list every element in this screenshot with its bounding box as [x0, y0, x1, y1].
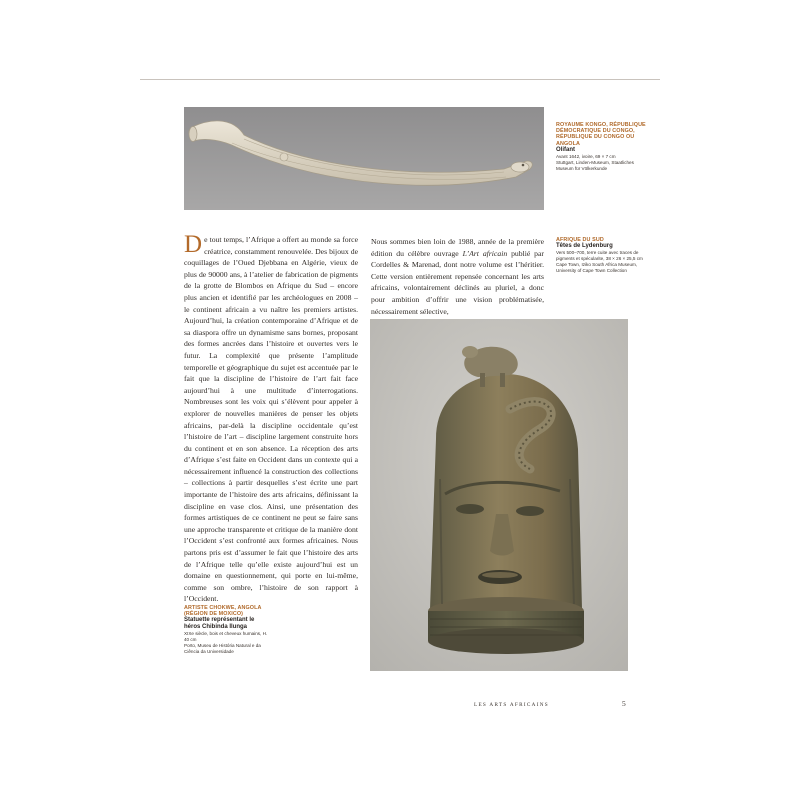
article-column-1-text: e tout temps, l’Afrique a offert au monde sa force créatrice, constamment renouvelée. Des bijoux de coquillages de l’Oued Djebbana en Algérie, vieux de plus de 90000 ans, à l’atelier de fabrication de pigments de la grotte de Blombos en Afrique du Sud – encore plus ancien et identifié par les archéologues en 2008 – le continent africain a vu naître les premiers artistes. Aujourd’hui, la création contemporaine d’Afrique et de sa diaspora offre un dynamisme sans bornes, proposant des formes ancrées dans l’histoire et ouvertes vers le futur. La complexité que présente l’amplitude temporelle et géographique du sujet est accentuée par le fait que la discipline de l’histoire de l’art fait face aujourd’hui à une multitude d’interrogations. Nombreuses sont les voix qui s’élèvent pour appeler à explorer de nouvelles manières de penser les objets africains, par-delà la discipline occidentale qu’est l’histoire de l’art – discipline largement construite hors du continent et en son absence. La réception des arts d’Afrique s’est faite en Occident dans un contexte qui a nécessairement influencé la construction des collections – collections à partir desquelles s’est écrite une part importante de l’histoire des arts africains, définissant la discipline en vase clos. Ainsi, une présentation des formes artistiques de ce continent ne peut se faire sans une approche transparente et critique de la manière dont l’Occident s’est confronté aux formes africaines. Nous partons pris est d’assumer le fait que l’histoire des arts de l’Afrique telle qu’elle existe aujourd’hui est un domaine en questionnement, qui porte en lui-même, comme son ombre, l’histoire de son rapport à l’Occident. — [184, 235, 358, 604]
caption-olifant-details: Avant 1642, ivoire, 69 × 7 cm — [556, 153, 616, 159]
lydenburg-head-photo — [370, 319, 628, 671]
drop-cap: D — [184, 231, 203, 258]
caption-chokwe-title: Statuette représentant le héros Chibinda Ilunga — [184, 617, 255, 631]
caption-lydenburg-title: Têtes de Lydenburg — [556, 243, 613, 250]
caption-chokwe-details: XIXe siècle, bois et cheveux humains, H. 40 cm — [184, 631, 268, 643]
caption-chokwe-collection: Porto, Museu de História Natural e da Ciência da Universidade — [184, 643, 261, 655]
page-number: 5 — [622, 699, 626, 708]
article-column-2 — [371, 236, 544, 317]
article-column-2-text-start: Nous sommes bien loin de 1988, année de la première édition du célèbre ouvrage — [371, 237, 544, 258]
olifant-illustration — [184, 107, 544, 210]
article-column-2-text-end: publié par Cordelles & Marenad, dont notre volume est l’héritier. Cette version entièrement repensée concernant les arts africains, volontairement déclinés au pluriel, a donc pour ambition d’offrir une vision problématisée, nécessairement sélective, — [371, 248, 544, 316]
caption-lydenburg-collection: Cape Town, Iziko South Africa Museum, University of Cape Town Collection — [556, 262, 638, 274]
running-title: LES ARTS AFRICAINS — [474, 702, 549, 708]
caption-chokwe-origin: ARTISTE CHOKWE, ANGOLA (RÉGION DE MOXICO) — [184, 605, 262, 618]
caption-olifant — [556, 122, 648, 172]
caption-olifant-origin: ROYAUME KONGO, RÉPUBLIQUE DÉMOCRATIQUE DU CONGO, RÉPUBLIQUE DU CONGO OU ANGOLA — [556, 122, 646, 147]
caption-olifant-title: Olifant — [556, 146, 575, 153]
book-title: L’Art africain — [462, 248, 508, 258]
caption-lydenburg-origin: AFRIQUE DU SUD — [556, 237, 604, 243]
caption-lydenburg — [556, 237, 648, 274]
article-column-1 — [184, 231, 358, 605]
olifant-photo — [184, 107, 544, 210]
caption-lydenburg-details: Vers 500–700, terre cuite avec traces de pigments et spécularite, 38 × 26 × 25,5 cm — [556, 250, 643, 262]
caption-olifant-collection: Stuttgart, Linden-Museum, Staatliches Museum für Völkerkunde — [556, 159, 634, 171]
header-rule — [140, 79, 660, 80]
caption-chokwe — [184, 605, 268, 655]
lydenburg-head-illustration — [370, 319, 628, 671]
